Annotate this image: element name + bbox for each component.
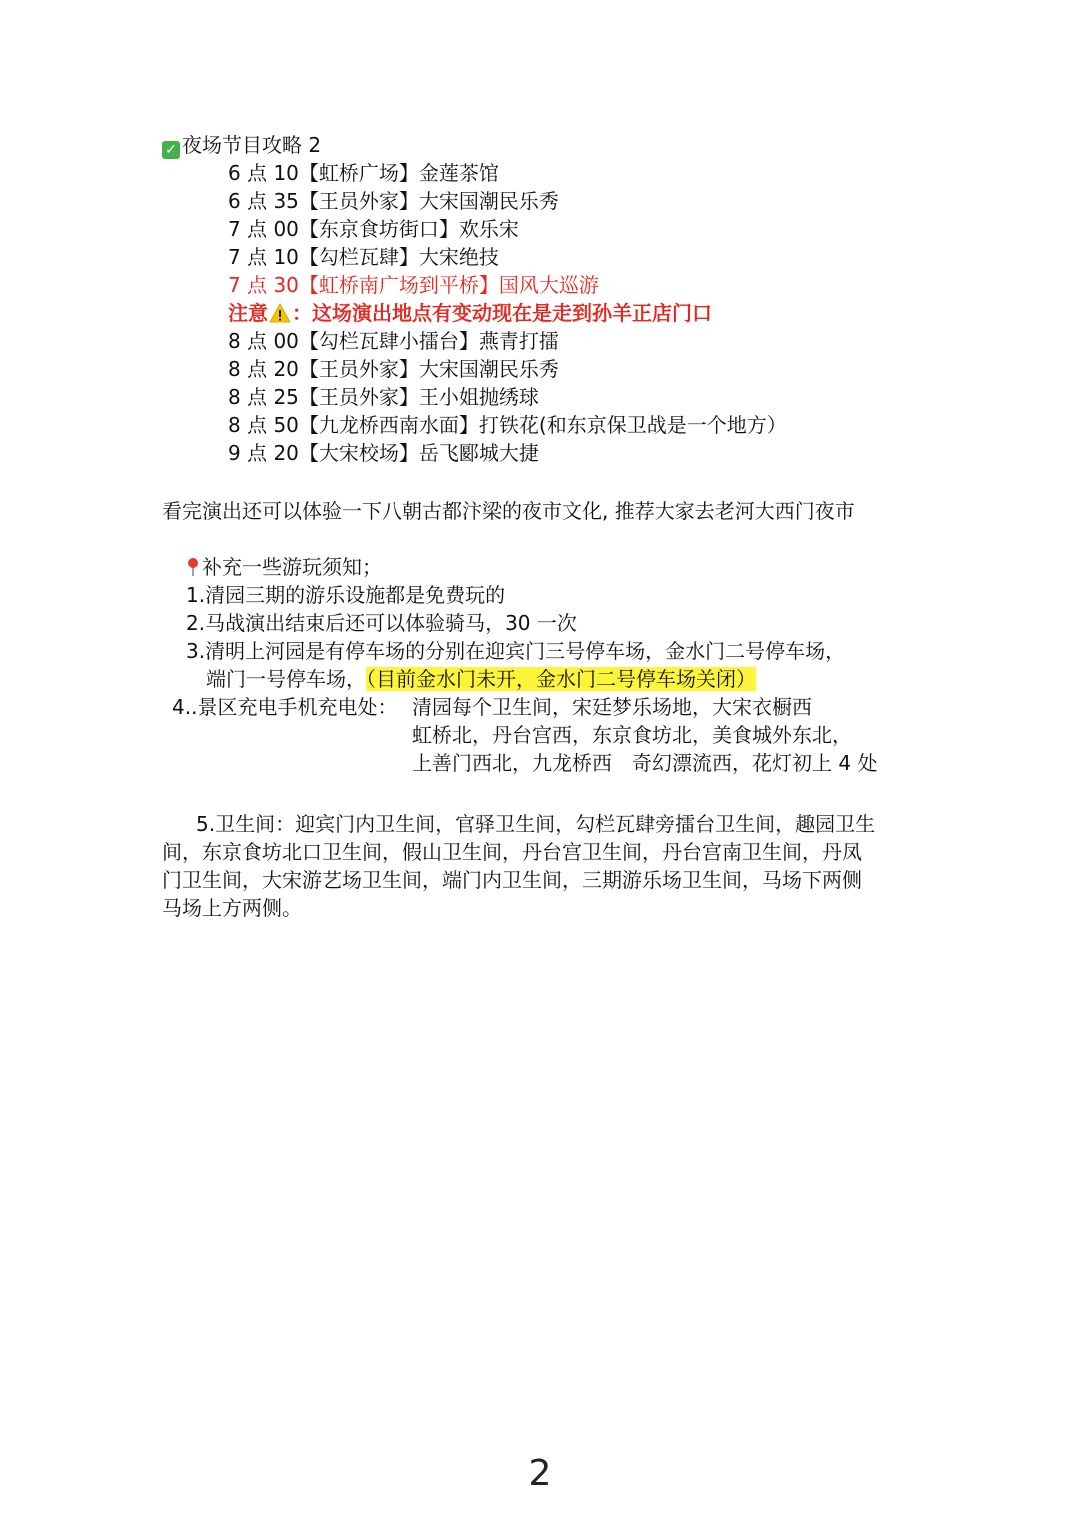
tip-item: 2.马战演出结束后还可以体验骑马，30 一次	[186, 611, 577, 635]
tip-item-detail: 清园每个卫生间，宋廷梦乐场地，大宋衣橱西	[412, 695, 812, 719]
tip-item: 1.清园三期的游乐设施都是免费玩的	[186, 583, 506, 607]
tip-item-continued	[206, 665, 756, 693]
tip-item-detail: 上善门西北，九龙桥西 奇幻漂流西，花灯初上 4 处	[412, 751, 878, 775]
schedule-item: 8 点 00【勾栏瓦肆小擂台】燕青打擂	[228, 329, 559, 353]
notice-label: 注意	[228, 301, 268, 325]
schedule-item: 7 点 10【勾栏瓦肆】大宋绝技	[228, 245, 499, 269]
schedule-item: 8 点 25【王员外家】王小姐抛绣球	[228, 385, 539, 409]
tip-item-detail: 虹桥北，丹台宫西，东京食坊北，美食城外东北，	[412, 723, 852, 747]
night-market-text: 看完演出还可以体验一下八朝古都汴梁的夜市文化, 推荐大家去老河大西门夜市	[162, 499, 855, 523]
schedule-item: 6 点 35【王员外家】大宋国潮民乐秀	[228, 189, 559, 213]
round-pushpin-icon	[186, 557, 200, 577]
restroom-text: 马场上方两侧。	[162, 896, 302, 920]
check-mark-icon: ✓	[162, 141, 180, 159]
schedule-item: 6 点 10【虹桥广场】金莲茶馆	[228, 161, 499, 185]
section-title-text: 夜场节目攻略 2	[182, 133, 322, 157]
page-number: 2	[528, 1453, 552, 1494]
tips-title	[186, 553, 382, 581]
highlighted-text: （目前金水门未开，金水门二号停车场关闭）	[366, 667, 756, 691]
section-title	[162, 131, 321, 159]
notice-line	[228, 299, 712, 327]
warning-icon	[269, 303, 291, 323]
tip-item-label: 4..景区充电手机充电处：	[172, 695, 398, 719]
schedule-item: 8 点 20【王员外家】大宋国潮民乐秀	[228, 357, 559, 381]
notice-text: ：这场演出地点有变动现在是走到孙羊正店门口	[292, 301, 712, 325]
tip-item: 3.清明上河园是有停车场的分别在迎宾门三号停车场，金水门二号停车场，	[186, 639, 846, 663]
tip-text: 端门一号停车场，	[206, 667, 366, 691]
restroom-text: 5.卫生间：迎宾门内卫生间，官驿卫生间，勾栏瓦肆旁擂台卫生间，趣园卫生	[196, 812, 876, 836]
schedule-item: 9 点 20【大宋校场】岳飞郾城大捷	[228, 441, 539, 465]
tips-title-text: 补充一些游玩须知；	[202, 555, 382, 579]
schedule-item: 8 点 50【九龙桥西南水面】打铁花(和东京保卫战是一个地方）	[228, 413, 787, 437]
restroom-text: 门卫生间，大宋游艺场卫生间，端门内卫生间，三期游乐场卫生间，马场下两侧	[162, 868, 862, 892]
schedule-item-highlighted: 7 点 30【虹桥南广场到平桥】国风大巡游	[228, 273, 599, 297]
restroom-text: 间，东京食坊北口卫生间，假山卫生间，丹台宫卫生间，丹台宫南卫生间，丹凤	[162, 840, 862, 864]
schedule-item: 7 点 00【东京食坊街口】欢乐宋	[228, 217, 519, 241]
